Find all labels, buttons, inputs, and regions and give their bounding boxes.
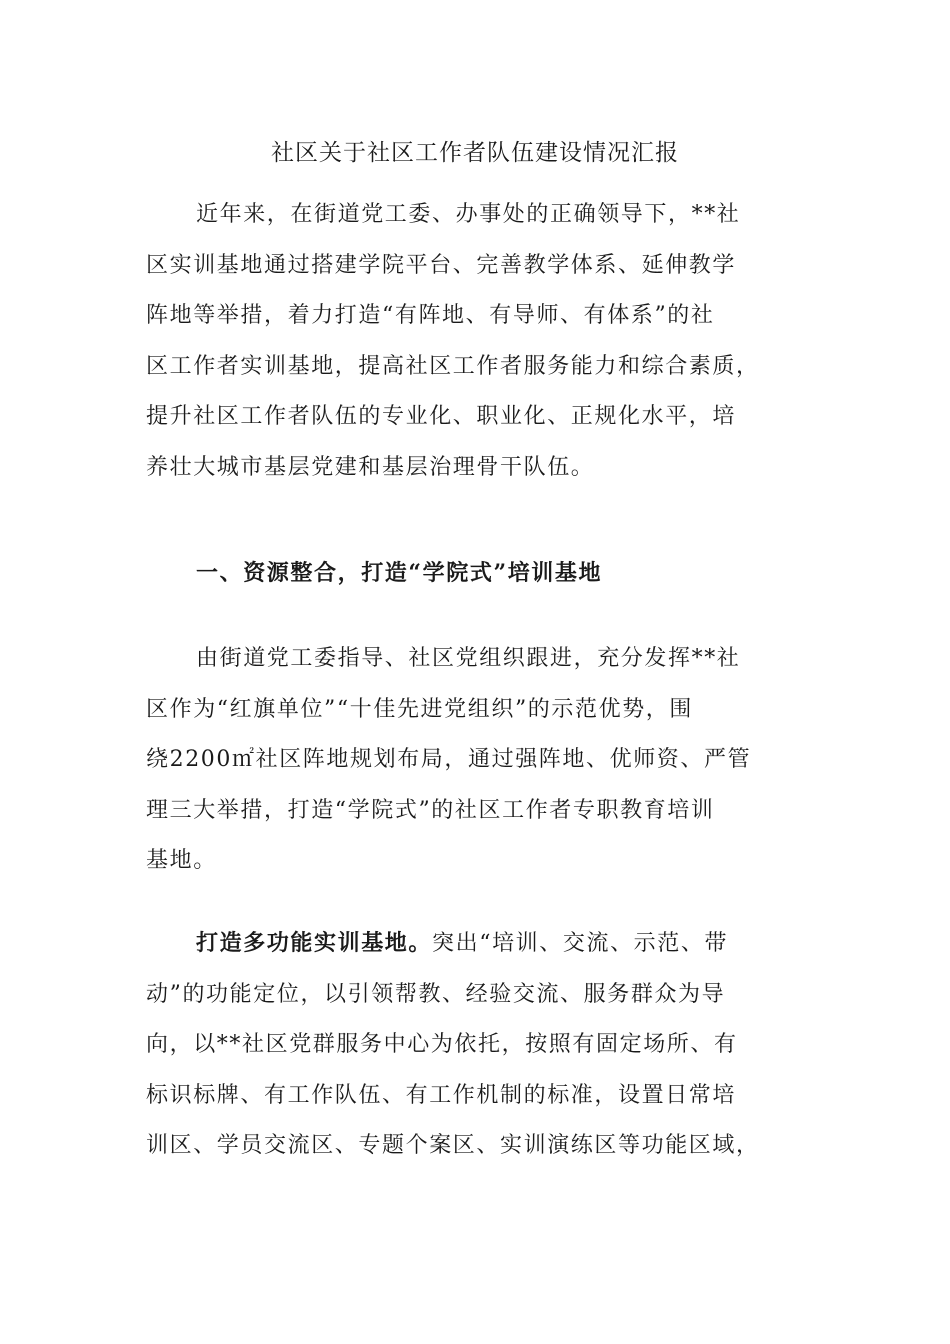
paragraph-line: 阵地等举措，着力打造“有阵地、有导师、有体系”的社 bbox=[146, 303, 715, 328]
paragraph-line: 养壮大城市基层党建和基层治理骨干队伍。 bbox=[146, 454, 595, 480]
paragraph-line-rest: 突出“培训、交流、示范、带 bbox=[432, 931, 729, 956]
paragraph-line: 训区、学员交流区、专题个案区、实训演练区等功能区域， bbox=[146, 1133, 760, 1158]
document-title: 社区关于社区工作者队伍建设情况汇报 bbox=[271, 140, 679, 166]
paragraph-line: 基地。 bbox=[146, 848, 217, 873]
paragraph-line: 区实训基地通过搭建学院平台、完善教学体系、延伸教学 bbox=[146, 252, 737, 278]
paragraph-line: 提升社区工作者队伍的专业化、职业化、正规化水平，培 bbox=[146, 404, 737, 429]
section-heading: 一、资源整合，打造“学院式”培训基地 bbox=[196, 560, 603, 586]
paragraph-line: 理三大举措，打造“学院式”的社区工作者专职教育培训 bbox=[146, 797, 715, 823]
paragraph-line: 区工作者实训基地，提高社区工作者服务能力和综合素质， bbox=[146, 353, 760, 379]
subsection-paragraph bbox=[146, 918, 796, 1172]
paragraph-line: 向，以**社区党群服务中心为依托，按照有固定场所、有 bbox=[146, 1032, 738, 1057]
intro-paragraph bbox=[146, 190, 796, 493]
paragraph-line: 动”的功能定位，以引领帮教、经验交流、服务群众为导 bbox=[146, 981, 726, 1007]
paragraph-line: 绕2200㎡社区阵地规划布局，通过强阵地、优师资、严管 bbox=[146, 747, 752, 772]
paragraph-line: 标识标牌、有工作队伍、有工作机制的标准，设置日常培 bbox=[146, 1082, 737, 1108]
paragraph-line: 近年来，在街道党工委、办事处的正确领导下，**社 bbox=[196, 202, 741, 227]
paragraph-first-line bbox=[146, 918, 796, 970]
section1-paragraph bbox=[146, 634, 796, 887]
paragraph-line: 由街道党工委指导、社区党组织跟进，充分发挥**社 bbox=[196, 646, 741, 671]
subsection-lead: 打造多功能实训基地。 bbox=[196, 930, 433, 956]
paragraph-line: 区作为“红旗单位”“十佳先进党组织”的示范优势，围 bbox=[146, 696, 693, 722]
